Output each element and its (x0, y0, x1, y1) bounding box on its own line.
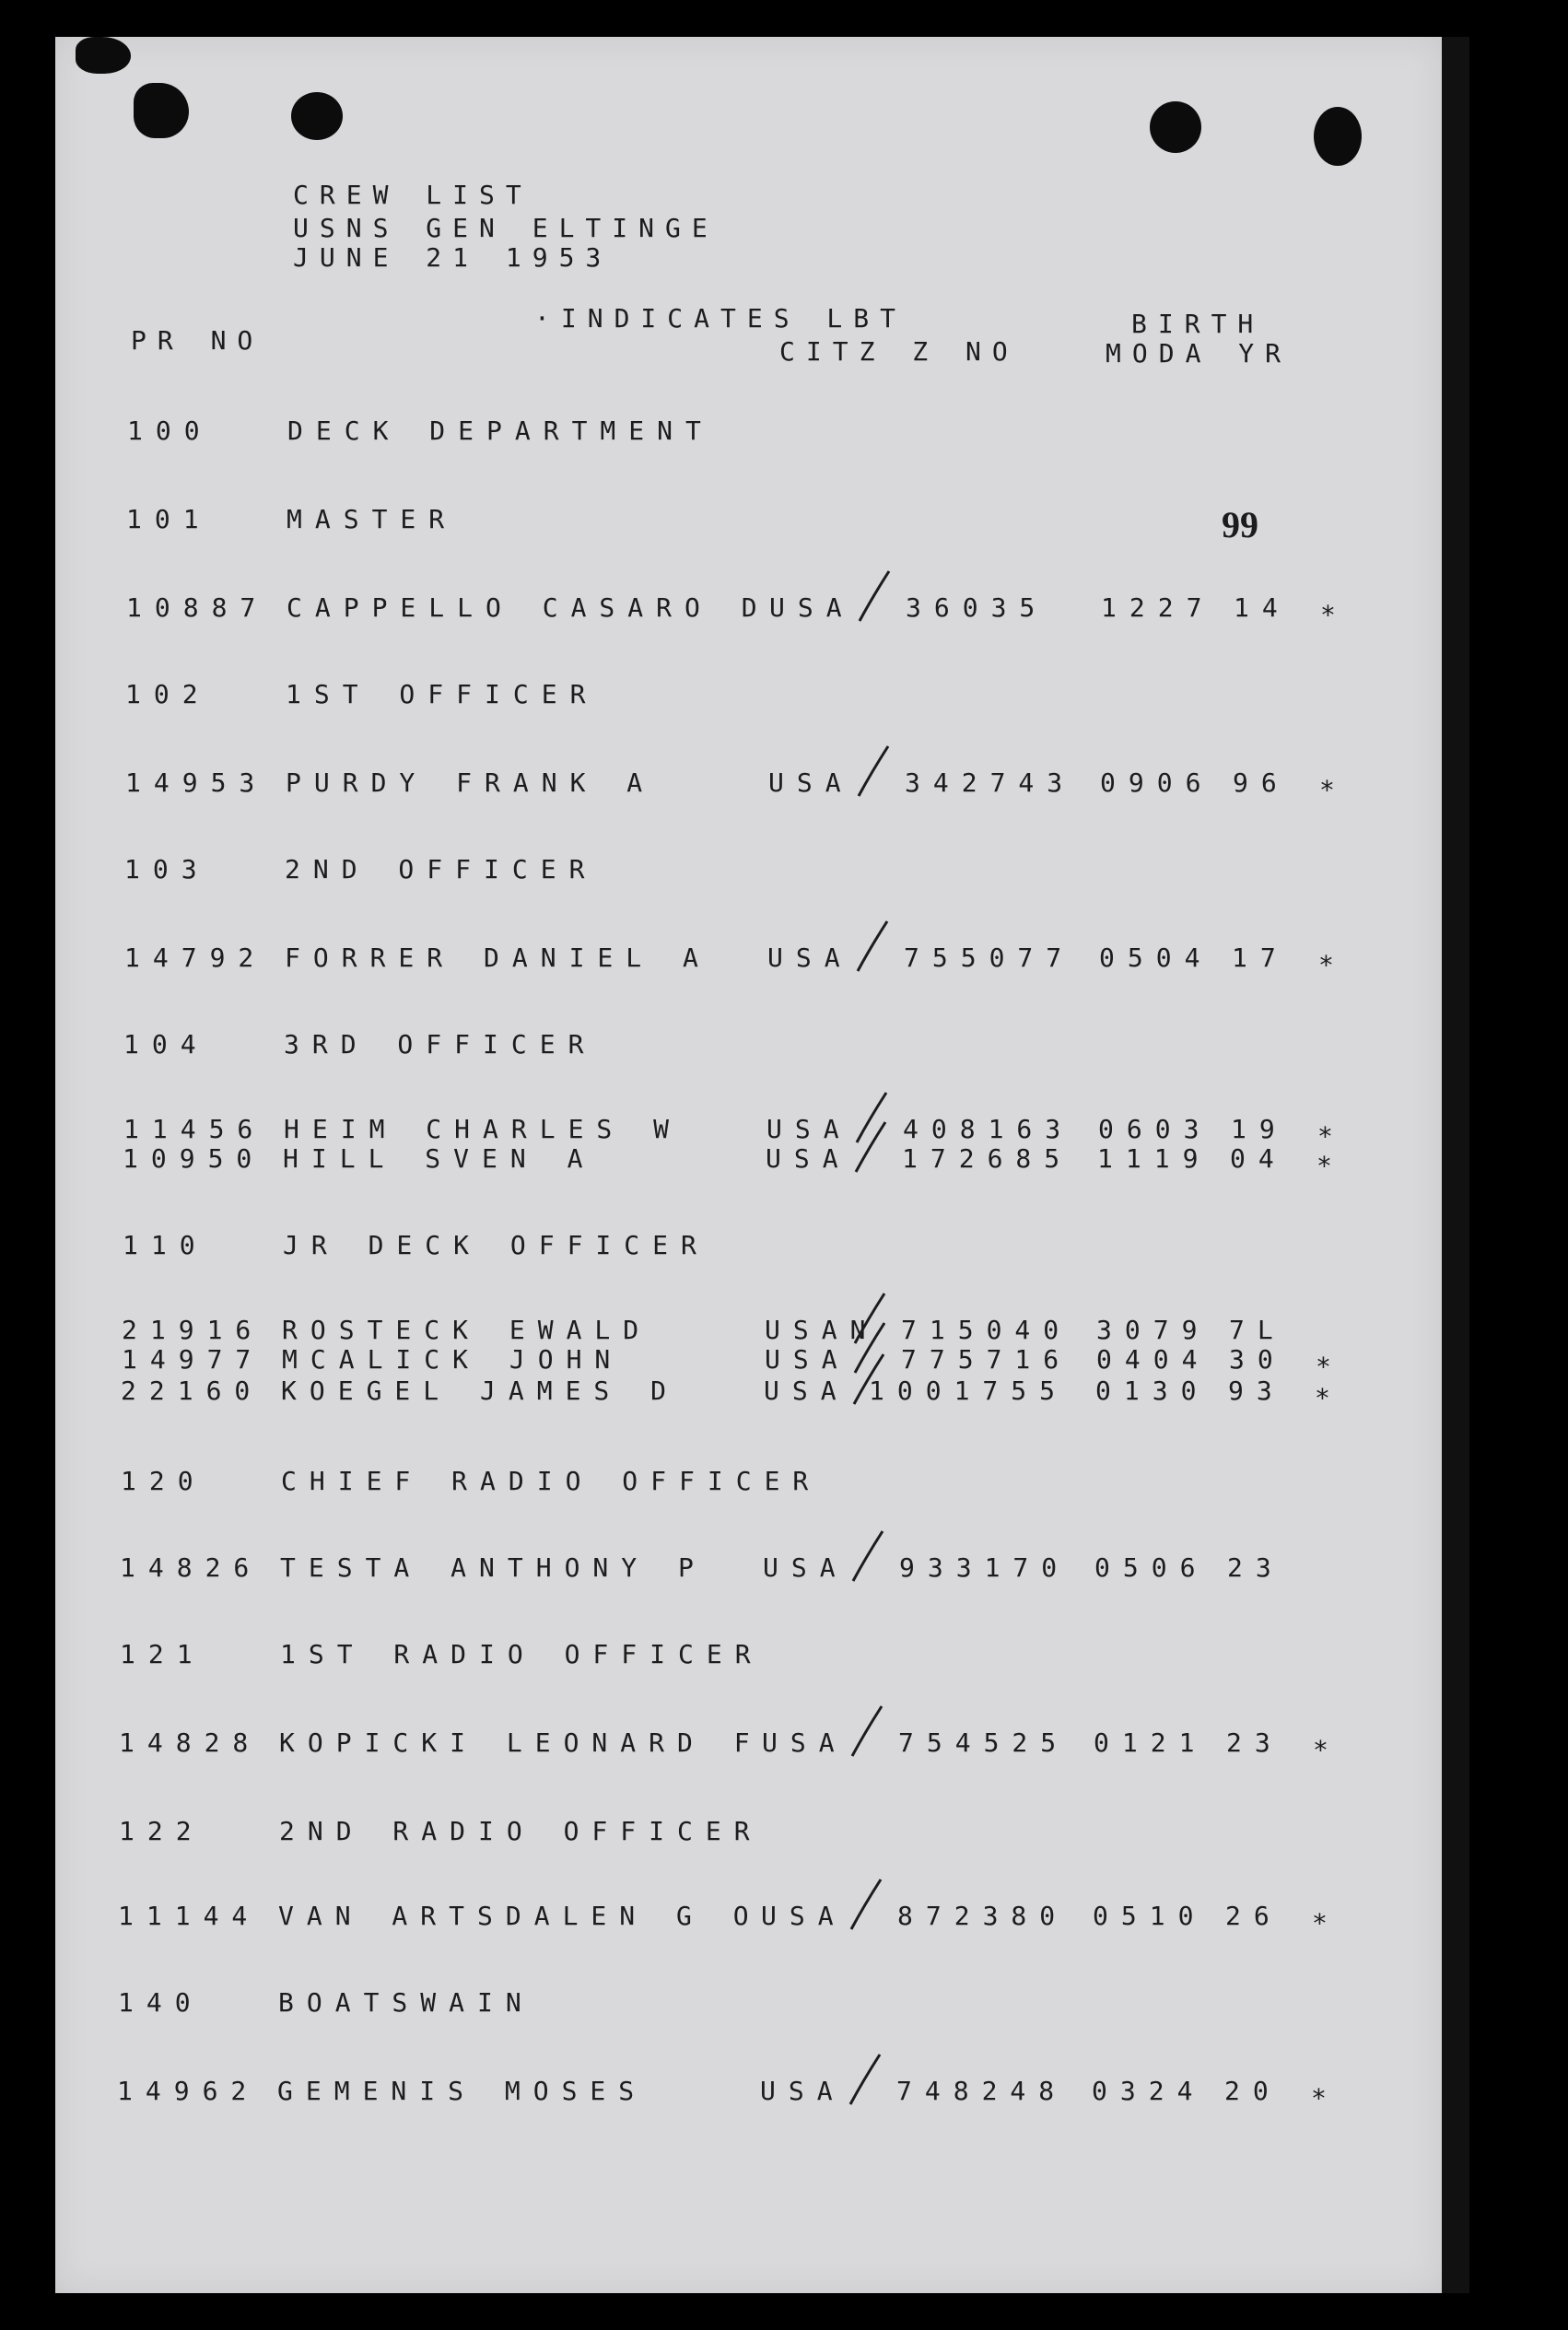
z-number: 748248 (896, 2076, 1068, 2106)
check-mark (847, 2053, 883, 2108)
birth-yr: 96 (1233, 767, 1290, 798)
pr-number: 10887 (126, 592, 269, 623)
birth-moda: 0603 (1098, 1114, 1212, 1144)
vessel-name: USNS GEN ELTINGE (293, 213, 719, 243)
col-birth: BIRTH (1131, 309, 1265, 339)
crew-name: CAPPELLO CASARO D (287, 592, 770, 623)
z-number: 172685 (902, 1143, 1073, 1174)
pr-number: 10950 (123, 1143, 265, 1174)
z-number: 342743 (905, 767, 1076, 798)
citizenship: USA (764, 1376, 849, 1406)
z-number: 715040 (901, 1315, 1072, 1345)
birth-yr: 04 (1230, 1143, 1287, 1174)
z-number: 1001755 (869, 1376, 1069, 1406)
birth-moda: 0506 (1094, 1552, 1209, 1583)
citizenship: USA (761, 1901, 847, 1931)
punch-hole (1150, 101, 1201, 153)
crew-name: GEMENIS MOSES (277, 2076, 648, 2106)
birth-yr: 26 (1225, 1901, 1282, 1931)
z-number: 775716 (901, 1344, 1072, 1375)
lbt-indicator: * (1315, 1383, 1343, 1413)
section-code: 102 (125, 679, 211, 709)
section-label: BOATSWAIN (278, 1987, 534, 2018)
birth-yr: 23 (1226, 1727, 1283, 1758)
crew-name: HILL SVEN A (283, 1143, 596, 1174)
section-code: 104 (123, 1029, 209, 1060)
section-label: 1ST RADIO OFFICER (280, 1639, 764, 1669)
birth-moda: 0130 (1095, 1376, 1210, 1406)
pr-number: 22160 (121, 1376, 263, 1406)
z-number: 408163 (903, 1114, 1074, 1144)
birth-yr: 14 (1234, 592, 1291, 623)
section-code: 100 (127, 416, 213, 446)
col-citz-z-no: CITZ Z NO (779, 336, 1019, 367)
birth-moda: 0404 (1096, 1344, 1211, 1375)
section-code: 103 (124, 854, 210, 884)
section-label: 1ST OFFICER (286, 679, 599, 709)
pr-number: 14792 (124, 943, 267, 973)
z-number: 933170 (899, 1552, 1071, 1583)
ink-blot (134, 83, 189, 138)
ink-blot (76, 37, 131, 74)
birth-moda: 0324 (1092, 2076, 1206, 2106)
crew-name: FORRER DANIEL A (285, 943, 711, 973)
z-number: 36035 (906, 592, 1048, 623)
citizenship: USA (766, 1114, 852, 1144)
birth-moda: 0121 (1094, 1727, 1208, 1758)
section-code: 140 (118, 1987, 204, 2018)
pr-number: 11144 (118, 1901, 261, 1931)
pr-number: 14953 (125, 767, 268, 798)
page-mark: 99 (1222, 504, 1258, 545)
pr-number: 11456 (123, 1114, 266, 1144)
pr-number: 14962 (117, 2076, 260, 2106)
birth-yr: 30 (1229, 1344, 1286, 1375)
birth-yr: 93 (1228, 1376, 1285, 1406)
crew-name: MCALICK JOHN (282, 1344, 624, 1375)
col-moda-yr: MODA YR (1106, 338, 1293, 369)
citizenship: USA (766, 1143, 851, 1174)
section-label: JR DECK OFFICER (283, 1230, 709, 1260)
check-mark (848, 1704, 885, 1760)
citizenship: USA (763, 1552, 848, 1583)
section-code: 101 (126, 504, 212, 534)
lbt-indicator: * (1311, 2083, 1340, 2113)
crew-name: VAN ARTSDALEN G O (278, 1901, 762, 1931)
lbt-indicator: * (1313, 1735, 1341, 1765)
check-mark (855, 744, 892, 800)
section-label: 2ND RADIO OFFICER (279, 1816, 763, 1846)
section-label: 2ND OFFICER (285, 854, 598, 884)
birth-moda: 1227 (1101, 592, 1215, 623)
crew-name: KOEGEL JAMES D (281, 1376, 680, 1406)
section-code: 120 (121, 1466, 206, 1496)
section-label: 3RD OFFICER (284, 1029, 597, 1060)
section-code: 121 (120, 1639, 205, 1669)
pr-number: 14977 (122, 1344, 264, 1375)
document-date: JUNE 21 1953 (293, 242, 613, 273)
pr-number: 21916 (122, 1315, 264, 1345)
section-label: DECK DEPARTMENT (287, 416, 714, 446)
citizenship: USA (760, 2076, 846, 2106)
page-edge (1442, 37, 1469, 2293)
citizenship: USA (767, 943, 853, 973)
check-mark (852, 1120, 889, 1176)
indicates-lbt-note: ·INDICATES LBT (534, 303, 907, 334)
birth-moda: 0510 (1093, 1901, 1207, 1931)
birth-yr: 17 (1232, 943, 1289, 973)
section-code: 122 (119, 1816, 205, 1846)
crew-name: ROSTECK EWALD (282, 1315, 652, 1345)
birth-moda: 0906 (1100, 767, 1214, 798)
crew-name: PURDY FRANK A (286, 767, 656, 798)
pr-number: 14828 (119, 1727, 262, 1758)
punch-hole (291, 92, 343, 140)
section-label: MASTER (287, 504, 458, 534)
check-mark (854, 919, 891, 975)
citizenship: USA (768, 767, 854, 798)
birth-moda: 0504 (1099, 943, 1213, 973)
lbt-indicator: * (1316, 1352, 1344, 1382)
crew-name: HEIM CHARLES W (284, 1114, 683, 1144)
citizenship: USA (762, 1727, 848, 1758)
z-number: 754525 (898, 1727, 1070, 1758)
pr-number: 14826 (120, 1552, 263, 1583)
citizenship: USA (765, 1344, 850, 1375)
birth-yr: 23 (1227, 1552, 1284, 1583)
document-title: CREW LIST (293, 180, 532, 210)
lbt-indicator: * (1312, 1908, 1340, 1938)
z-number: 755077 (904, 943, 1075, 973)
col-pr-no: PR NO (131, 325, 264, 356)
birth-moda: 1119 (1097, 1143, 1211, 1174)
lbt-indicator: * (1316, 1151, 1345, 1181)
birth-moda: 3079 (1096, 1315, 1211, 1345)
check-mark (849, 1529, 886, 1585)
lbt-indicator: * (1319, 775, 1348, 805)
crew-name: TESTA ANTHONY P (280, 1552, 707, 1583)
section-label: CHIEF RADIO OFFICER (281, 1466, 822, 1496)
crew-name: KOPICKI LEONARD F (279, 1727, 763, 1758)
check-mark (848, 1878, 884, 1933)
citizenship: USAN (765, 1315, 879, 1345)
punch-hole (1314, 107, 1362, 166)
lbt-indicator: * (1320, 600, 1349, 630)
birth-yr: 20 (1224, 2076, 1281, 2106)
birth-yr: 7L (1229, 1315, 1286, 1345)
citizenship: USA (769, 592, 855, 623)
z-number: 872380 (897, 1901, 1069, 1931)
check-mark (856, 569, 893, 625)
section-code: 110 (123, 1230, 208, 1260)
lbt-indicator: * (1317, 1121, 1346, 1152)
birth-yr: 19 (1231, 1114, 1288, 1144)
lbt-indicator: * (1318, 950, 1347, 980)
